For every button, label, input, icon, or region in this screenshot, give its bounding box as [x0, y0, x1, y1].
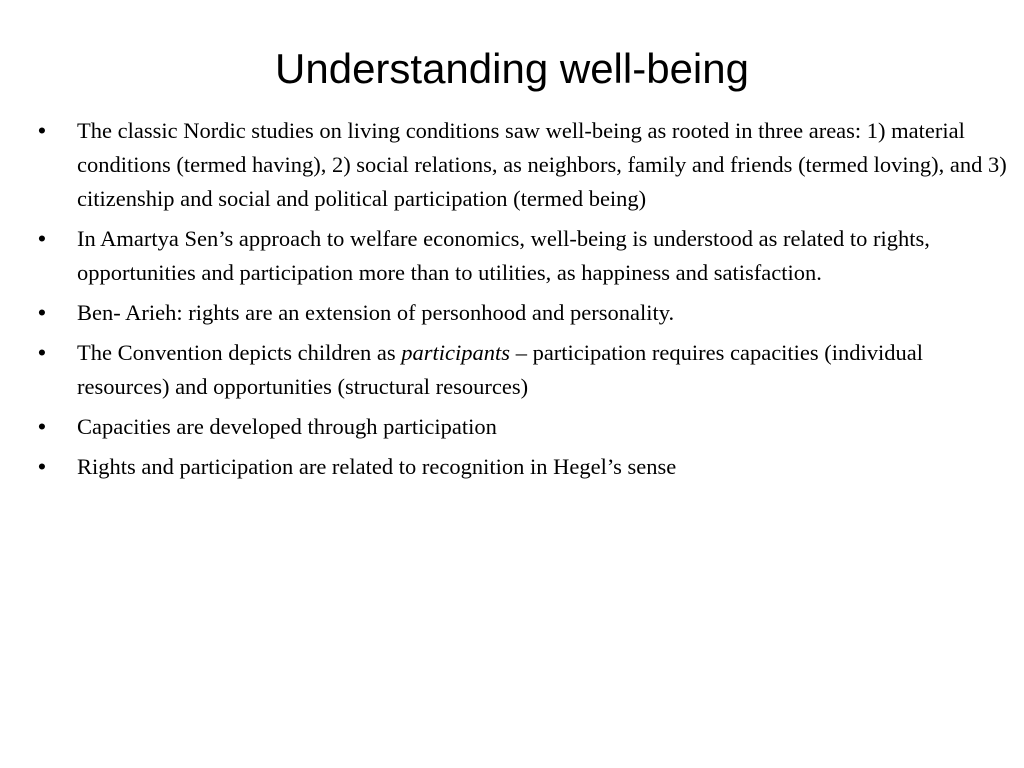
bullet-text-emphasis: participants	[401, 340, 511, 365]
bullet-text: Capacities are developed through participation	[77, 414, 497, 439]
bullet-icon: •	[38, 340, 46, 365]
bullet-item-recognition	[38, 450, 1014, 484]
bullet-text-before: The Convention depicts children as	[77, 340, 402, 365]
bullet-icon: •	[38, 226, 46, 251]
bullet-item-amartya-sen	[38, 222, 1014, 290]
bullet-text-after: – participation requires capacities (individual resources) and opportunities (structural resources)	[77, 340, 924, 399]
bullet-item-nordic-studies	[38, 114, 1014, 216]
bullet-list	[38, 114, 1014, 490]
bullet-text: In Amartya Sen’s approach to welfare economics, well-being is understood as related to rights, opportunities and participation more than to utilities, as happiness and satisfaction.	[77, 226, 930, 285]
bullet-text: Rights and participation are related to recognition in Hegel’s sense	[77, 454, 677, 479]
bullet-icon: •	[38, 118, 46, 143]
bullet-icon: •	[38, 300, 46, 325]
bullet-item-ben-arieh	[38, 296, 1014, 330]
bullet-item-convention	[38, 336, 1014, 404]
bullet-text: The classic Nordic studies on living conditions saw well-being as rooted in three areas: 1) material conditions (termed having), 2) social relations, as neighbors, family and friends (termed loving), and 3) citizenship and social and political participation (termed being)	[77, 118, 1007, 211]
slide-title: Understanding well-being	[275, 45, 749, 92]
bullet-icon: •	[38, 414, 46, 439]
bullet-text: Ben- Arieh: rights are an extension of personhood and personality.	[77, 300, 675, 325]
bullet-icon: •	[38, 454, 46, 479]
bullet-item-capacities	[38, 410, 1014, 444]
